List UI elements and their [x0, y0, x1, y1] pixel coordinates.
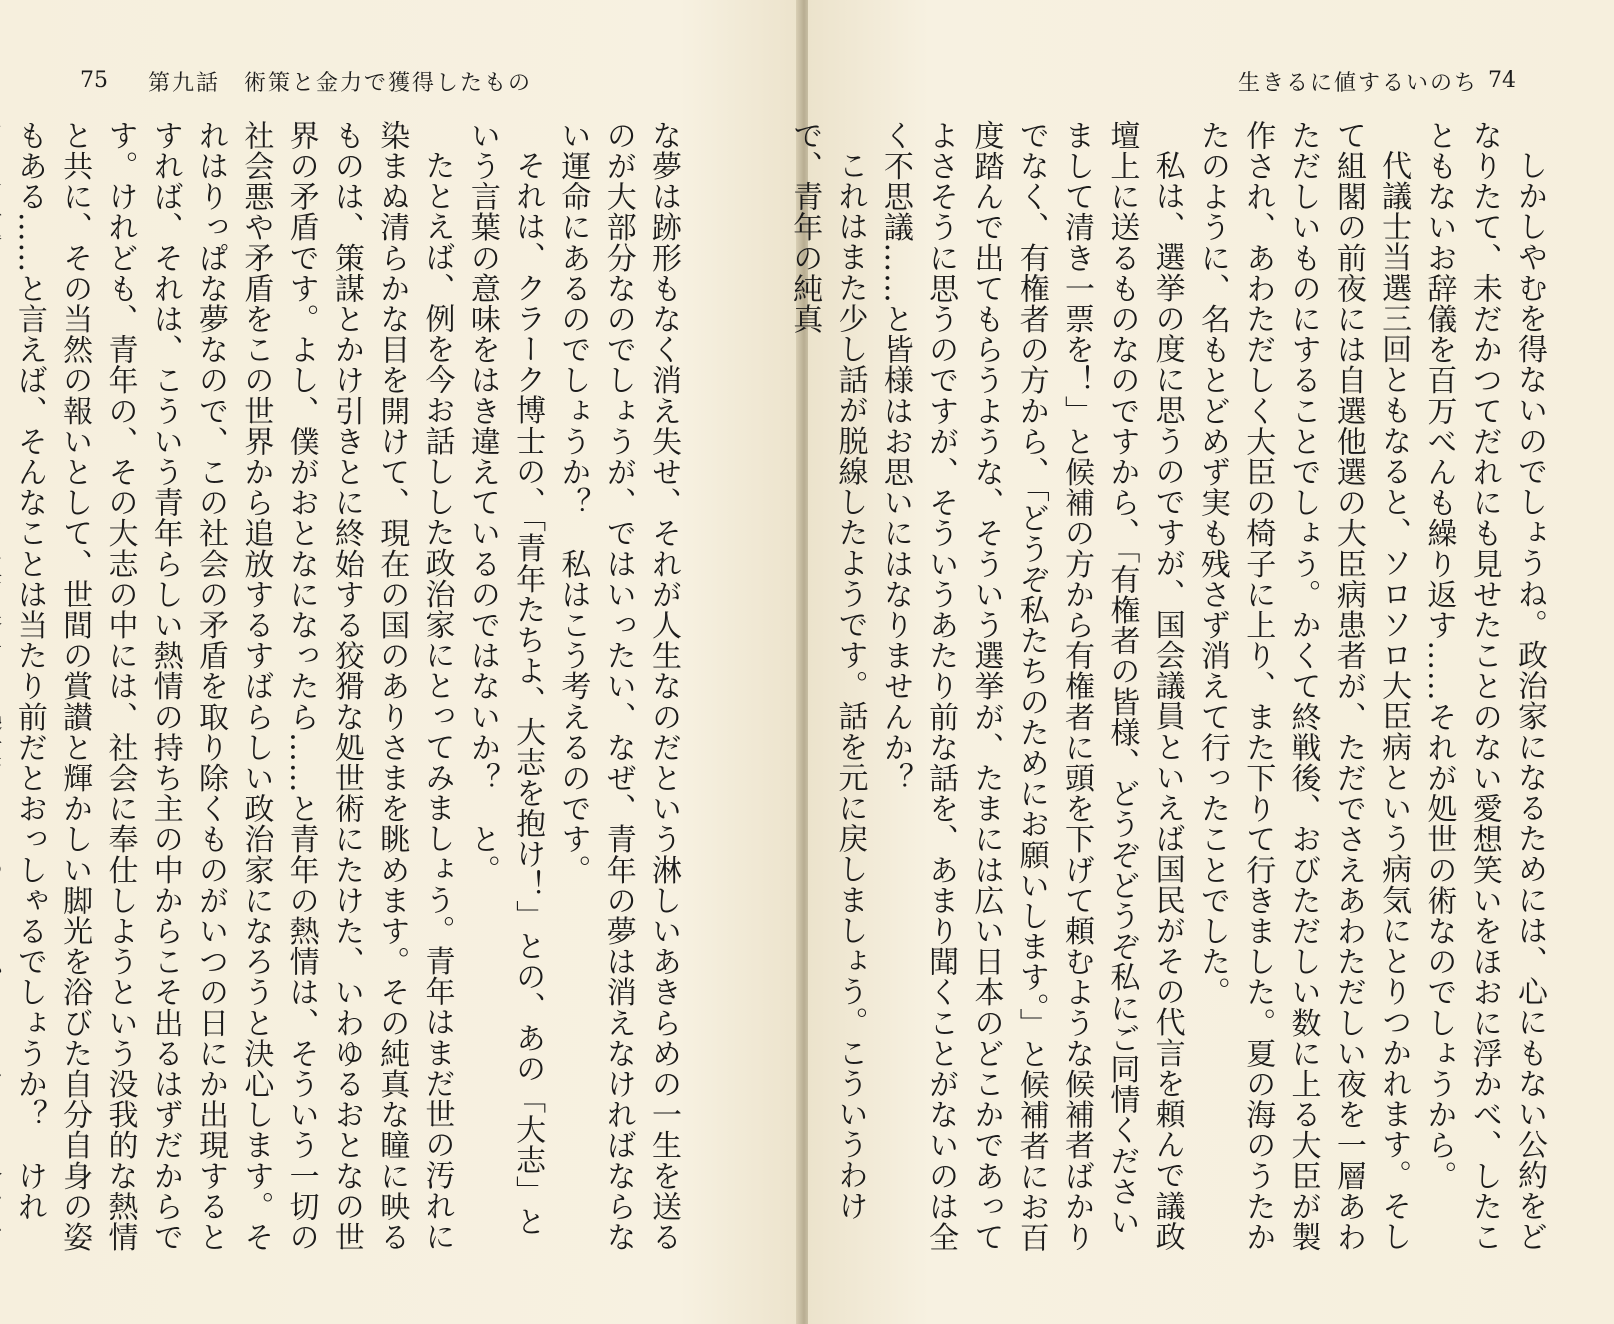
left-page	[0, 0, 800, 1324]
chapter-running-head: 第九話 術策と金力で獲得したもの	[148, 71, 533, 96]
paragraph: それは、クラーク博士の、「青年たちよ、大志を抱け！」との、あの「大志」という言葉の意味をはき違えているのではないか？ と。	[464, 120, 546, 1237]
right-page	[787, 0, 1614, 1324]
paragraph: しかしやむを得ないのでしょうね。政治家になるためには、心にもない公約をどなりたて、未だかつてだれにも見せたことのない愛想笑いをほおに浮かべ、したこともないお辞儀を百万べんも繰り返す……それが処世の術なのでしょうから。	[1421, 120, 1547, 1253]
paragraph: これはまた少し話が脱線したようです。話を元に戻しましょう。こういうわけで、青年の純真	[787, 120, 868, 1221]
paragraph: な夢は跡形もなく消え失せ、それが人生なのだという淋しいあきらめの一生を送るのが大部分なのでしょうが、ではいったい、なぜ、青年の夢は消えなければならない運命にあるのでしょうか？ 私はこう考えるのです。	[555, 120, 681, 1253]
paragraph: 私は、選挙の度に思うのですが、国会議員といえば国民がその代言を頼んで議政壇上に送るものなのですから、「有権者の皆様、どうぞどうぞ私にご同情くださいまして清き一票を！」と候補の方から有権者に頭を下げて頼むような候補者ばかりでなく、有権者の方から、「どうぞ私たちのためにお願いします。」と候補者にお百度踏んで出てもらうような、そういう選挙が、たまには広い日本のどこかであってよさそうに思うのですが、そういうあたり前な話を、あまり聞くことがないのは全く不思議……と皆様はお思いにはなりませんか？	[877, 120, 1185, 1253]
page-number: 75	[80, 68, 108, 93]
page-number: 74	[1488, 68, 1516, 93]
body-text	[787, 120, 1552, 1260]
paragraph: たとえば、例を今お話しした政治家にとってみましょう。青年はまだ世の汚れに染まぬ清らかな目を開けて、現在の国のありさまを眺めます。その純真な瞳に映るものは、策謀とかけ引きとに終始する狡猾な処世術にたけた、いわゆるおとなの世界の矛盾です。よし、僕がおとなになったら……と青年の熱情は、そういう一切の社会悪や矛盾をこの世界から追放するすばらしい政治家になろうと決心します。それはりっぱな夢なので、この社会の矛盾を取り除くものがいつの日にか出現するとすれば、それは、こういう青年らしい熱情の持ち主の中からこそ出るはずだからです。けれども、青年の、その大志の中には、社会に奉仕しようという没我的な熱情と共に、その当然の報いとして、世間の賞讃と輝かしい脚光を浴びた自分自身の姿もある……と言えば、そんなことは当たり前だとおっしゃるでしょうか？ けれ	[11, 120, 455, 1253]
book-title-running-head: 生きるに値するいのち	[1238, 71, 1479, 96]
body-text	[11, 120, 686, 1260]
paragraph: 代議士当選三回ともなると、ソロソロ大臣病という病気にとりつかれます。そして組閣の前夜には自選他選の大臣病患者が、ただでさえあわただしい夜を一層あわただしいものにすることでしょう。かくて終戦後、おびただしい数に上る大臣が製作され、あわただしく大臣の椅子に上り、また下りて行きました。夏の海のうたかたのように、名もとどめず実も残さず消えて行ったことでした。	[1194, 120, 1412, 1253]
